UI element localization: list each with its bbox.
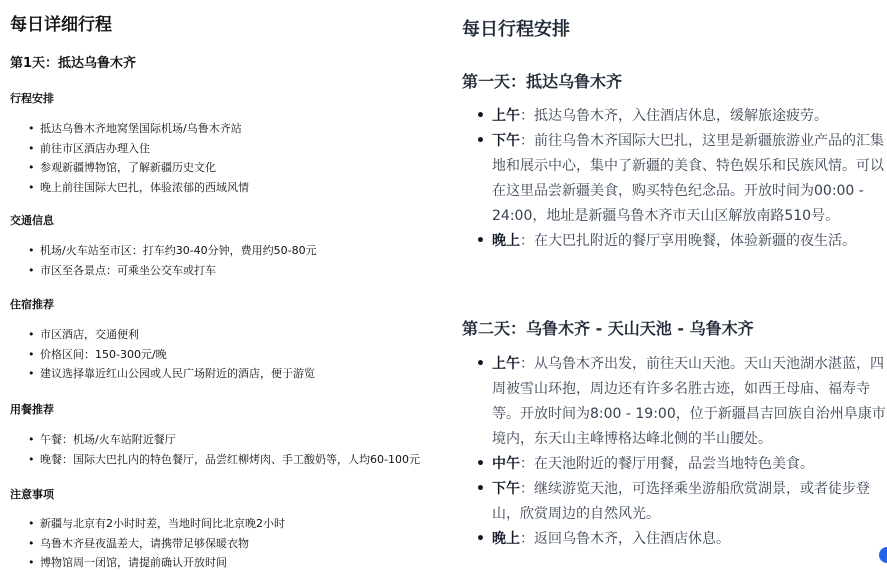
left-panel bbox=[0, 0, 440, 573]
item-label: 中午 bbox=[492, 456, 520, 472]
notes-list bbox=[24, 514, 285, 573]
day2-title: 第二天：乌鲁木齐 - 天山天池 - 乌鲁木齐 bbox=[462, 319, 754, 338]
item-label: 上午 bbox=[492, 108, 520, 124]
item-label: 晚上 bbox=[492, 531, 520, 547]
item-text: ：前往乌鲁木齐国际大巴扎，这里是新疆旅游业产品的汇集地和展示中心，集中了新疆的美食、特色娱乐和民族风情。可以在这里品尝新疆美食，购买特色纪念品。开放时间为00:00 - 24:00，地址是新疆乌鲁木齐市天山区解放南路510号。 bbox=[492, 133, 884, 224]
right-title: 每日行程安排 bbox=[462, 19, 570, 40]
list-item: • 晚上前往国际大巴扎，体验浓郁的西域风情 bbox=[24, 178, 249, 198]
itinerary-list bbox=[24, 119, 249, 197]
list-item bbox=[462, 229, 887, 254]
list-item bbox=[462, 352, 887, 452]
day1-list bbox=[462, 104, 887, 254]
dining-list bbox=[24, 430, 420, 469]
left-day1-title: 第1天：抵达乌鲁木齐 bbox=[10, 56, 137, 71]
left-title: 每日详细行程 bbox=[10, 15, 112, 35]
item-text: ：从乌鲁木齐出发，前往天山天池。天山天池湖水湛蓝，四周被雪山环抱，周边还有许多名胜古迹，如西王母庙、福寿寺等。开放时间为8:00 - 19:00，位于新疆昌吉回族自治州阜康市境内，东天山主峰博格达峰北侧的半山腰处。 bbox=[492, 356, 886, 447]
list-item: • 价格区间：150-300元/晚 bbox=[24, 345, 315, 365]
section-heading-lodging: 住宿推荐 bbox=[10, 298, 54, 311]
list-item bbox=[462, 477, 887, 527]
item-text: ：继续游览天池，可选择乘坐游船欣赏湖景，或者徒步登山，欣赏周边的自然风光。 bbox=[492, 481, 870, 522]
right-panel bbox=[440, 0, 887, 573]
lodging-list bbox=[24, 325, 315, 384]
list-item: • 建议选择靠近红山公园或人民广场附近的酒店，便于游览 bbox=[24, 364, 315, 384]
list-item: • 机场/火车站至市区：打车约30-40分钟，费用约50-80元 bbox=[24, 241, 317, 261]
list-item: • 新疆与北京有2小时时差，当地时间比北京晚2小时 bbox=[24, 514, 285, 534]
transport-list bbox=[24, 241, 317, 280]
list-item bbox=[462, 527, 887, 552]
list-item: • 晚餐：国际大巴扎内的特色餐厅，品尝红柳烤肉、手工酸奶等，人均60-100元 bbox=[24, 450, 420, 470]
item-label: 晚上 bbox=[492, 233, 520, 249]
item-text: ：在大巴扎附近的餐厅享用晚餐，体验新疆的夜生活。 bbox=[520, 233, 856, 249]
list-item: • 市区酒店，交通便利 bbox=[24, 325, 315, 345]
section-heading-transport: 交通信息 bbox=[10, 214, 54, 227]
day2-list bbox=[462, 352, 887, 552]
list-item: • 市区至各景点：可乘坐公交车或打车 bbox=[24, 261, 317, 281]
floating-action-button[interactable] bbox=[879, 547, 887, 563]
list-item: • 抵达乌鲁木齐地窝堡国际机场/乌鲁木齐站 bbox=[24, 119, 249, 139]
list-item: • 午餐：机场/火车站附近餐厅 bbox=[24, 430, 420, 450]
item-text: ：返回乌鲁木齐，入住酒店休息。 bbox=[520, 531, 730, 547]
section-heading-notes: 注意事项 bbox=[10, 488, 54, 501]
list-item bbox=[462, 104, 887, 129]
item-text: ：抵达乌鲁木齐，入住酒店休息，缓解旅途疲劳。 bbox=[520, 108, 828, 124]
list-item: • 前往市区酒店办理入住 bbox=[24, 139, 249, 159]
list-item: • 博物馆周一闭馆，请提前确认开放时间 bbox=[24, 553, 285, 573]
item-label: 下午 bbox=[492, 481, 520, 497]
list-item bbox=[462, 129, 887, 229]
day1-title: 第一天：抵达乌鲁木齐 bbox=[462, 72, 623, 91]
item-label: 上午 bbox=[492, 356, 520, 372]
section-heading-itinerary: 行程安排 bbox=[10, 92, 54, 105]
list-item bbox=[462, 452, 887, 477]
item-label: 下午 bbox=[492, 133, 520, 149]
list-item: • 乌鲁木齐昼夜温差大，请携带足够保暖衣物 bbox=[24, 534, 285, 554]
list-item: • 参观新疆博物馆，了解新疆历史文化 bbox=[24, 158, 249, 178]
section-heading-dining: 用餐推荐 bbox=[10, 403, 54, 416]
item-text: ：在天池附近的餐厅用餐，品尝当地特色美食。 bbox=[520, 456, 814, 472]
